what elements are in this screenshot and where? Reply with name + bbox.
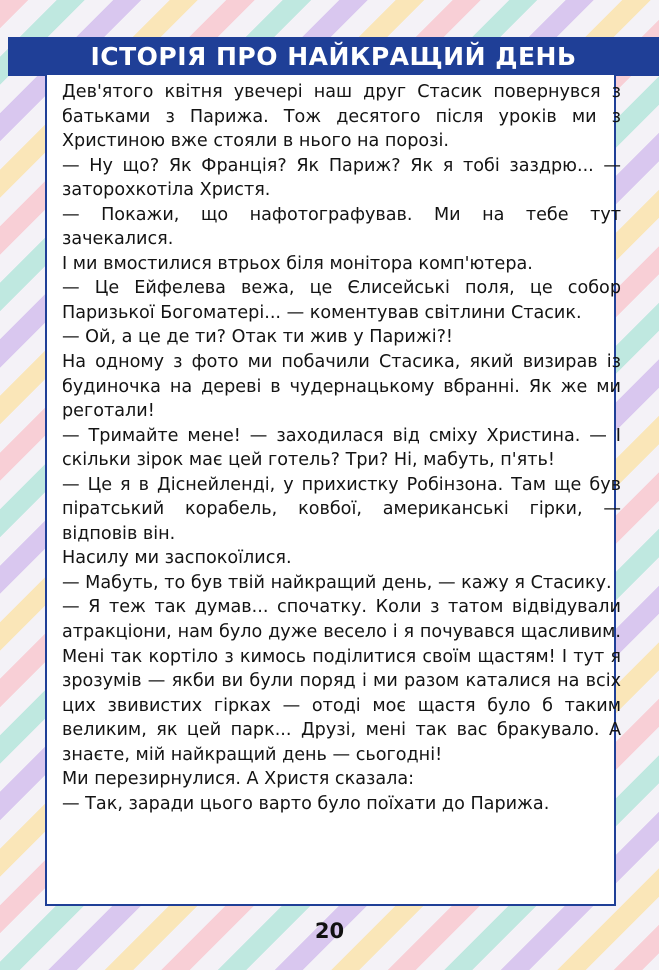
paragraph: — Це Ейфелева вежа, це Єлисейські поля, це собор Паризької Богоматері... — коментував світлини Стасик. <box>62 278 621 323</box>
paragraph: — Так, заради цього варто було поїхати до Парижа. <box>62 793 550 814</box>
paragraph: Дев'ятого квітня увечері наш друг Стасик повернувся з батьками з Парижа. Тож десятого після уроків ми з Христиною вже стояли в нього на порозі. <box>62 82 621 152</box>
paragraph: І ми вмостилися втрьох біля монітора комп'ютера. <box>62 253 533 274</box>
paragraph: На одному з фото ми побачили Стасика, який визирав із будиночка на дереві в чудернацькому вбранні. Як же ми реготали! <box>62 352 621 422</box>
paragraph: — Мабуть, то був твій найкращий день, — кажу я Стасику. <box>62 572 612 593</box>
story-title: ІСТОРІЯ ПРО НАЙКРАЩИЙ ДЕНЬ <box>90 42 577 71</box>
paragraph: — Покажи, що нафотографував. Ми на тебе тут зачекалися. <box>62 204 621 250</box>
paragraph: — Ну що? Як Франція? Як Париж? Як я тобі заздрю... — заторохкотіла Христя. <box>62 155 621 201</box>
paragraph: — Ой, а це де ти? Отак ти жив у Парижі?! <box>62 327 453 348</box>
paragraph: Ми перезирнулися. А Христя сказала: <box>62 769 415 790</box>
title-bar <box>8 37 659 76</box>
paragraph: — Тримайте мене! — заходилася від сміху Христина. — І скільки зірок має цей готель? Три? Ні, мабуть, п'ять! <box>62 425 621 471</box>
paragraph: — Це я в Діснейленді, у прихистку Робінзона. Там ще був піратський корабель, ковбої, американські гірки, — відповів він. <box>62 474 621 544</box>
paragraph: — Я теж так думав... спочатку. Коли з татом відвідували атракціони, нам було дуже весело і я почувався щасливим. Мені так кортіло з кимось поділитися своїм щастям! І тут я зрозумів — якби ви були поряд і ми разом каталися на всіх цих звивистих гірках — отоді моє щастя було б таким великим, як цей парк... Друзі, мені так вас бракувало. А знаєте, мій найкращий день — сьогодні! <box>62 597 621 765</box>
paragraph: Насилу ми заспокоїлися. <box>62 548 292 569</box>
story-text <box>62 80 621 816</box>
page-number: 20 <box>314 919 345 943</box>
